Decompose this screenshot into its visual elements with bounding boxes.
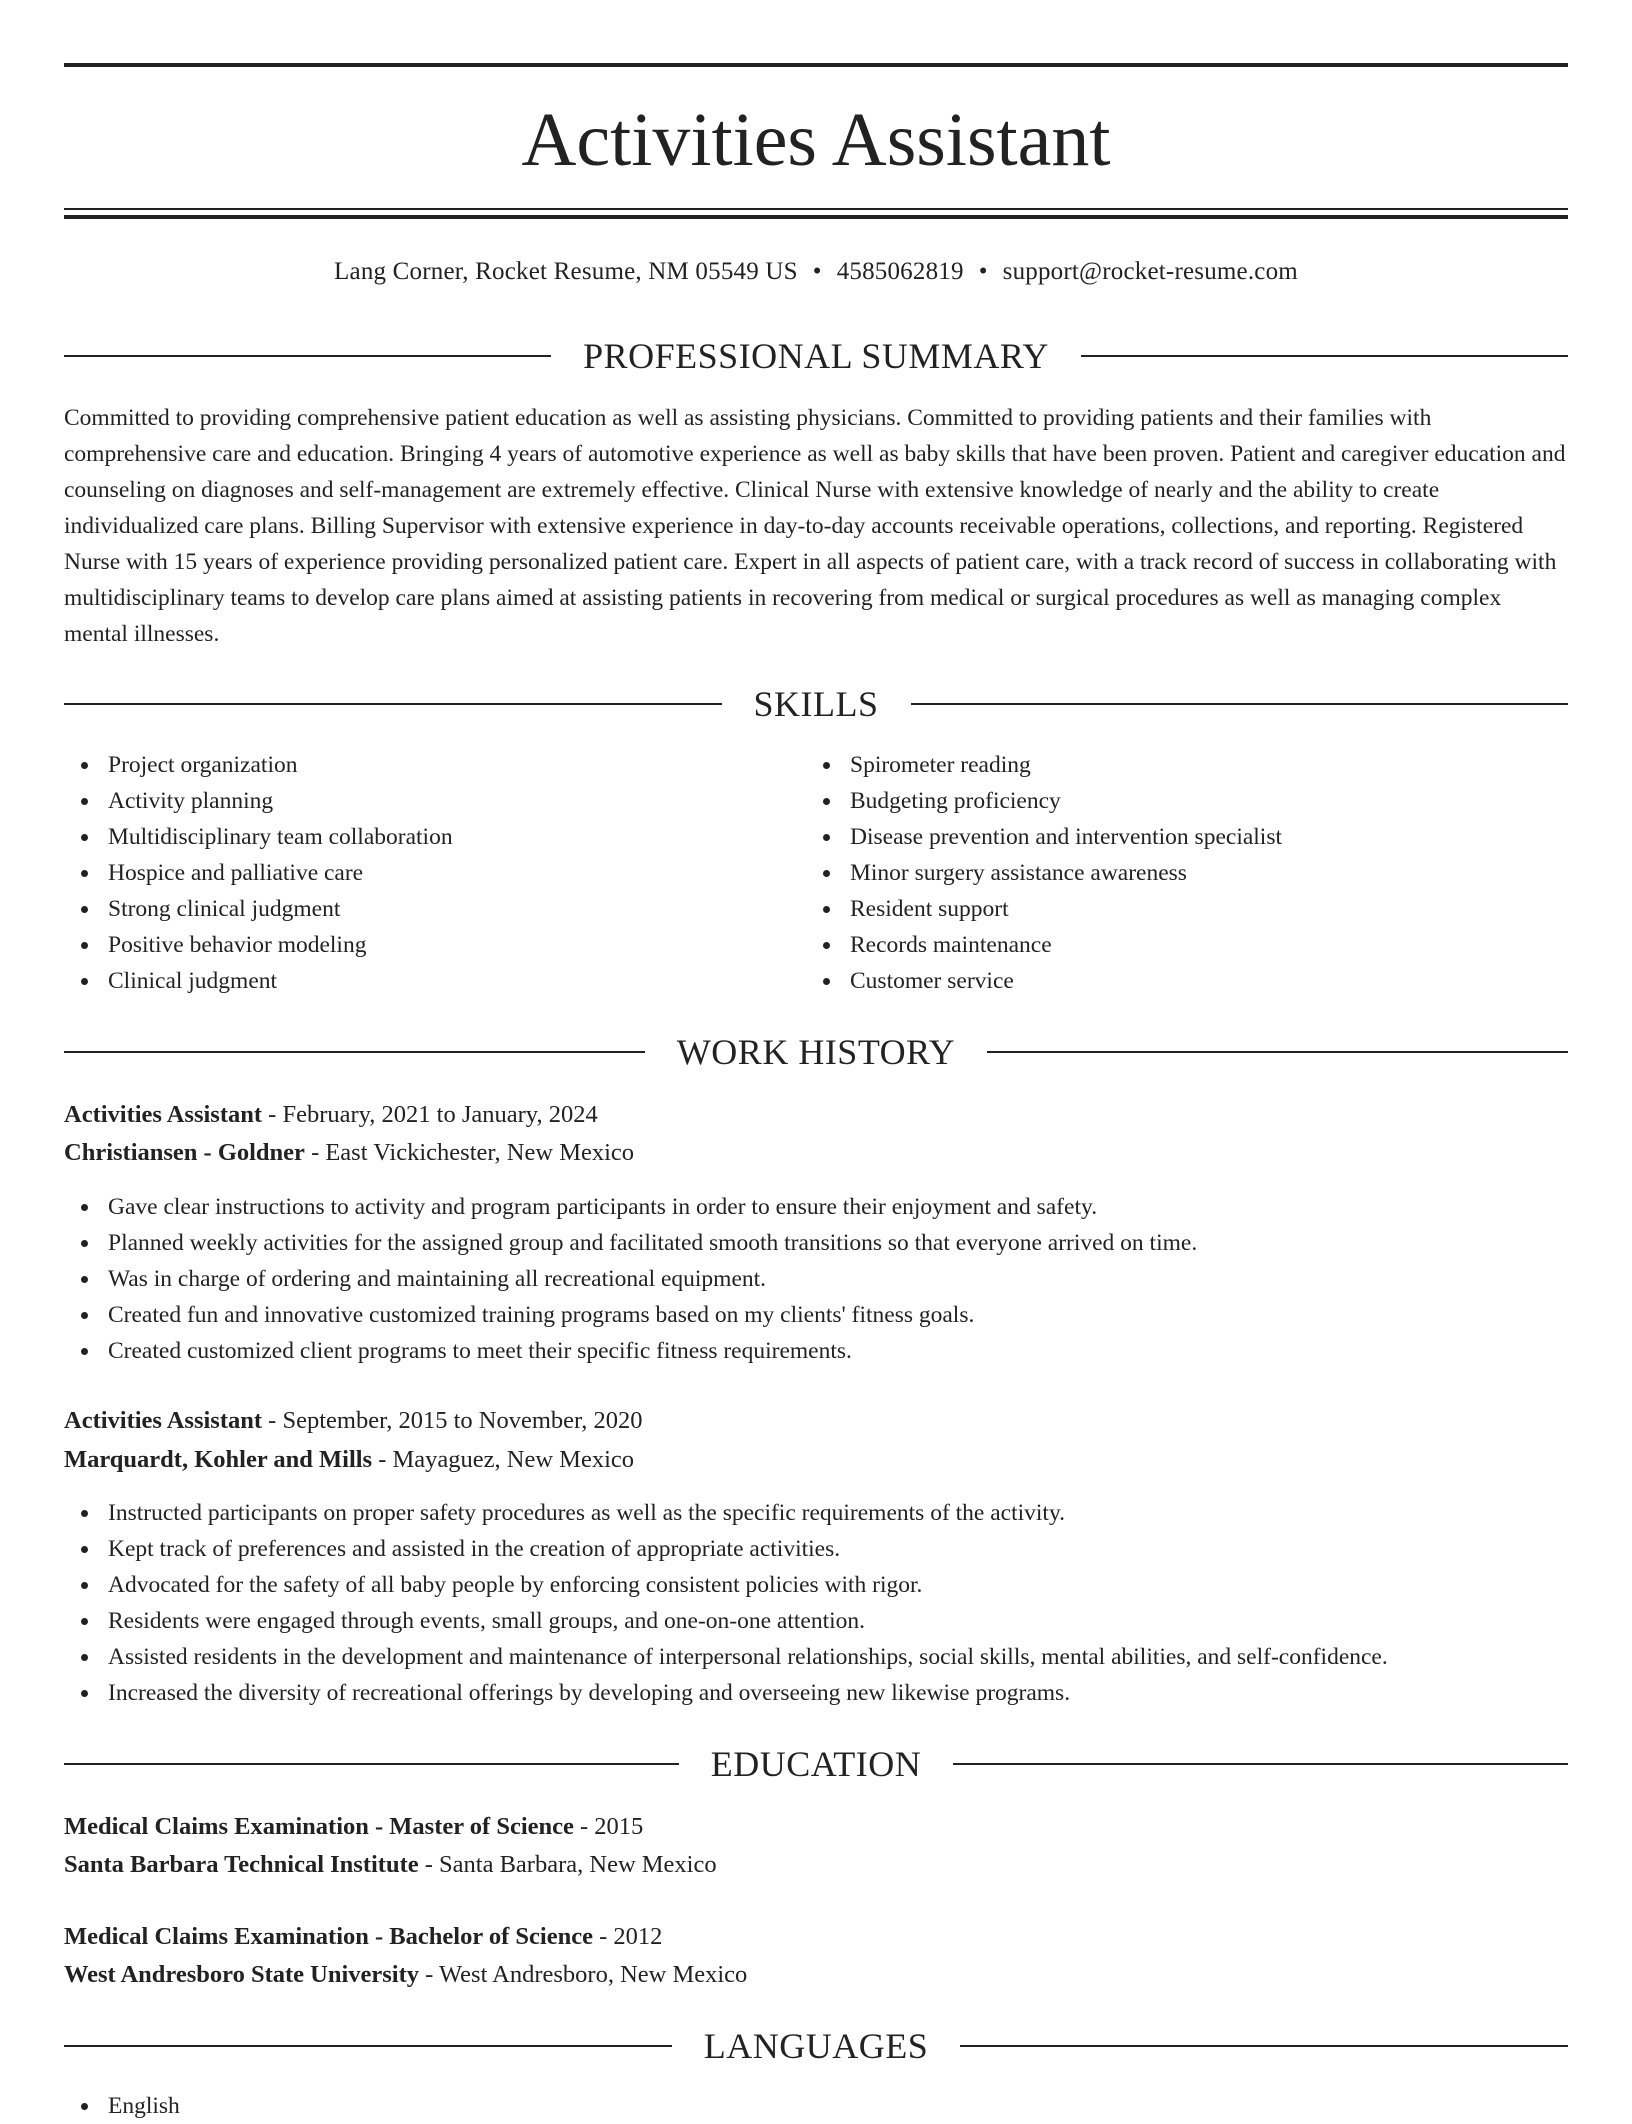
skill-item: Clinical judgment xyxy=(64,963,804,999)
section-heading-education xyxy=(64,1742,1568,1786)
top-rule xyxy=(64,63,1568,67)
skill-item: Budgeting proficiency xyxy=(806,783,1568,819)
job-bullet: Instructed participants on proper safety procedures as well as the specific requirements of the activity. xyxy=(64,1495,1568,1531)
contact-email: support@rocket-resume.com xyxy=(1002,258,1298,285)
skill-item: Disease prevention and intervention specialist xyxy=(806,819,1568,855)
skill-item: Minor surgery assistance awareness xyxy=(806,855,1568,891)
job-bullet: Assisted residents in the development and maintenance of interpersonal relationships, social skills, mental abilities, and self-confidence. xyxy=(64,1639,1568,1675)
contact-separator: • xyxy=(812,258,822,285)
education-year: - 2012 xyxy=(592,1923,663,1950)
section-heading-skills xyxy=(64,682,1568,726)
job-bullet: Residents were engaged through events, small groups, and one-on-one attention. xyxy=(64,1603,1568,1639)
job-location: - East Vickichester, New Mexico xyxy=(304,1139,635,1166)
education-school-line xyxy=(64,1956,1568,1994)
section-heading-summary xyxy=(64,334,1568,378)
contact-address: Lang Corner, Rocket Resume, NM 05549 US xyxy=(334,258,798,285)
resume-name: Activities Assistant xyxy=(521,98,1111,182)
education-location: - West Andresboro, New Mexico xyxy=(419,1961,748,1988)
skill-item: Multidisciplinary team collaboration xyxy=(64,819,804,855)
heading-rule xyxy=(911,703,1569,705)
section-heading-languages xyxy=(64,2024,1568,2068)
skill-item: Records maintenance xyxy=(806,927,1568,963)
job-company: Marquardt, Kohler and Mills xyxy=(64,1446,373,1473)
skill-item: Project organization xyxy=(64,747,804,783)
job-location: - Mayaguez, New Mexico xyxy=(372,1446,635,1473)
languages-list xyxy=(64,2088,1568,2124)
education-degree: Medical Claims Examination - Master of Science xyxy=(64,1813,574,1840)
job-company-line xyxy=(64,1441,1568,1479)
job-bullet: Created customized client programs to meet their specific fitness requirements. xyxy=(64,1333,1568,1369)
contact-separator: • xyxy=(978,258,988,285)
job-title: Activities Assistant xyxy=(64,1407,263,1434)
heading-rule xyxy=(1081,355,1568,357)
skill-item: Hospice and palliative care xyxy=(64,855,804,891)
skill-item: Spirometer reading xyxy=(806,747,1568,783)
section-title: WORK HISTORY xyxy=(676,1032,956,1072)
job-company: Christiansen - Goldner xyxy=(64,1139,305,1166)
heading-rule xyxy=(64,355,551,357)
job-title-line xyxy=(64,1096,1568,1134)
skill-item: Positive behavior modeling xyxy=(64,927,804,963)
education-degree-line xyxy=(64,1808,1568,1846)
skills-list-right xyxy=(806,747,1568,999)
section-heading-work xyxy=(64,1030,1568,1074)
education-degree-line xyxy=(64,1918,1568,1956)
skills-list-left xyxy=(64,747,804,999)
job-bullet: Gave clear instructions to activity and program participants in order to ensure their enjoyment and safety. xyxy=(64,1189,1568,1225)
contact-line xyxy=(64,254,1568,290)
heading-rule xyxy=(987,1051,1568,1053)
heading-rule xyxy=(953,1763,1568,1765)
job-dates: - September, 2015 to November, 2020 xyxy=(262,1407,643,1434)
job-bullet: Increased the diversity of recreational offerings by developing and overseeing new likewise programs. xyxy=(64,1675,1568,1711)
job-title: Activities Assistant xyxy=(64,1101,263,1128)
heading-rule xyxy=(64,2045,672,2047)
section-title: LANGUAGES xyxy=(703,2026,929,2066)
education-location: - Santa Barbara, New Mexico xyxy=(418,1851,717,1878)
heading-rule xyxy=(64,703,722,705)
skill-item: Customer service xyxy=(806,963,1568,999)
contact-phone: 4585062819 xyxy=(836,258,964,285)
heading-rule xyxy=(64,1763,679,1765)
job-bullets xyxy=(64,1189,1568,1369)
education-school: West Andresboro State University xyxy=(64,1961,420,1988)
language-item: English xyxy=(64,2088,1568,2124)
education-year: - 2015 xyxy=(573,1813,644,1840)
job-bullet: Kept track of preferences and assisted in the creation of appropriate activities. xyxy=(64,1531,1568,1567)
job-company-line xyxy=(64,1134,1568,1172)
section-title: PROFESSIONAL SUMMARY xyxy=(583,336,1049,376)
header-rule-thin xyxy=(64,208,1568,210)
section-title: SKILLS xyxy=(753,684,879,724)
education-degree: Medical Claims Examination - Bachelor of Science xyxy=(64,1923,593,1950)
summary-text: Committed to providing comprehensive patient education as well as assisting physicians. Committed to providing patients and their families with comprehensive care and education. Bringing 4 years of automotive experience as well as baby skills that have been proven. Patient and caregiver education and counseling on diagnoses and self-management are extremely effective. Clinical Nurse with extensive knowledge of nearly and the ability to create individualized care plans. Billing Supervisor with extensive experience in day-to-day accounts receivable operations, collections, and reporting. Registered Nurse with 15 years of experience providing personalized patient care. Expert in all aspects of patient care, with a track record of success in collaborating with multidisciplinary teams to develop care plans aimed at assisting patients in recovering from medical or surgical procedures as well as managing complex mental illnesses. xyxy=(64,405,1566,647)
job-bullet: Planned weekly activities for the assigned group and facilitated smooth transitions so that everyone arrived on time. xyxy=(64,1225,1568,1261)
section-title: EDUCATION xyxy=(710,1744,922,1784)
skill-item: Resident support xyxy=(806,891,1568,927)
heading-rule xyxy=(64,1051,645,1053)
header-rule-thick xyxy=(64,215,1568,219)
skill-item: Strong clinical judgment xyxy=(64,891,804,927)
heading-rule xyxy=(960,2045,1568,2047)
job-bullet: Was in charge of ordering and maintaining all recreational equipment. xyxy=(64,1261,1568,1297)
job-bullet: Advocated for the safety of all baby people by enforcing consistent policies with rigor. xyxy=(64,1567,1568,1603)
job-dates: - February, 2021 to January, 2024 xyxy=(262,1101,598,1128)
education-school-line xyxy=(64,1846,1568,1884)
job-title-line xyxy=(64,1402,1568,1440)
job-bullets xyxy=(64,1495,1568,1711)
skill-item: Activity planning xyxy=(64,783,804,819)
education-school: Santa Barbara Technical Institute xyxy=(64,1851,419,1878)
job-bullet: Created fun and innovative customized training programs based on my clients' fitness goals. xyxy=(64,1297,1568,1333)
